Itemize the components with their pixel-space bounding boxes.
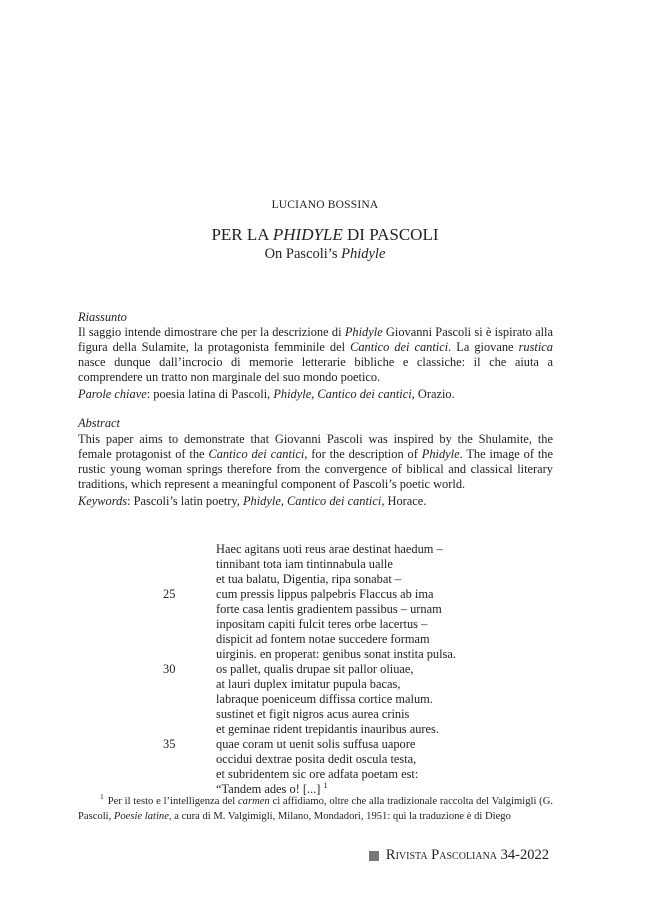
- footnote-i1: carmen: [237, 796, 270, 807]
- keywords-t3: , Horace.: [381, 494, 427, 508]
- keywords-i2: Cantico dei cantici: [287, 494, 382, 508]
- author-name: LUCIANO BOSSINA: [271, 199, 379, 211]
- riassunto-label: Riassunto: [78, 310, 127, 324]
- abstract-t2: , for the description of: [304, 447, 422, 461]
- parole-chiave: [78, 387, 553, 402]
- riassunto-text: [78, 325, 553, 385]
- article-subtitle: [0, 245, 650, 263]
- poem-line: Haec agitans uoti reus arae destinat haedum –: [216, 542, 443, 556]
- parole-t1: : poesia latina di Pascoli,: [146, 387, 274, 401]
- poem-line: et tua balatu, Digentia, ripa sonabat –: [216, 572, 402, 586]
- journal-issue: 34-2022: [500, 847, 549, 863]
- riassunto-i3: rustica: [518, 340, 553, 354]
- poem-line: at lauri duplex imitatur pupula bacas,: [216, 677, 401, 691]
- poem-line: et geminae rident trepidantis inauribus aures.: [216, 722, 439, 736]
- poem-line: labraque poeniceum diffissa cortice malum.: [216, 692, 433, 706]
- subtitle-prefix: On Pascoli’s: [264, 246, 342, 262]
- abstract-label: Abstract: [78, 416, 120, 430]
- poem-line: os pallet, qualis drupae sit pallor oliuae,: [216, 662, 414, 676]
- footnote-t1: Per il testo e l’intelligenza del: [107, 796, 238, 807]
- riassunto-i1: Phidyle: [344, 325, 383, 339]
- riassunto-t4: nasce dunque dall’incrocio di memorie letterarie bibliche e classiche: il che aiuta a comprendere un tratto non marginale del suo mondo poetico.: [78, 355, 553, 384]
- poem-line: uirginis. en properat: genibus sonat instita pulsa.: [216, 647, 456, 661]
- footnote-t3: , a cura di M. Valgimigli, Milano, Mondadori, 1951: qui la traduzione è di Diego: [168, 811, 511, 822]
- footnote-i2: Poesie latine: [113, 811, 169, 822]
- poem-line: et subridentem sic ore adfata poetam est:: [216, 767, 419, 781]
- parole-t3: , Orazio.: [411, 387, 455, 401]
- line-number: 25: [163, 587, 176, 601]
- square-icon: [369, 851, 379, 861]
- abstract-i2: Phidyle: [421, 447, 460, 461]
- poem-line: tinnibant tota iam tintinnabula ualle: [216, 557, 393, 571]
- poem-line: inpositam capiti fulcit teres orbe lacertus –: [216, 617, 428, 631]
- line-number: 30: [163, 662, 176, 676]
- parole-i2: Cantico dei cantici: [317, 387, 412, 401]
- riassunto-t2: Giovanni Pascoli si è ispirato alla figura della Sulamite, la protagonista femminile del: [78, 325, 553, 354]
- poem-line: quae coram ut uenit solis suffusa uapore: [216, 737, 416, 751]
- title-prefix: PER LA: [211, 225, 273, 244]
- keywords: [78, 494, 553, 509]
- title-suffix: DI PASCOLI: [342, 225, 439, 244]
- abstract-text: [78, 432, 553, 492]
- title-italic: PHIDYLE: [272, 225, 343, 244]
- subtitle-italic: Phidyle: [341, 246, 386, 262]
- footnote-t2: ci affidiamo, oltre che alla tradizionale raccolta del Valgimigli (G. Pascoli,: [78, 796, 553, 822]
- footnote-mark: 1: [100, 792, 104, 802]
- parole-t2: ,: [311, 387, 318, 401]
- article-title: [0, 225, 650, 245]
- poem-line-text: “Tandem ades o! [...]: [216, 782, 321, 796]
- footnote-ref[interactable]: 1: [323, 780, 328, 790]
- keywords-t2: ,: [280, 494, 288, 508]
- line-number: 35: [163, 737, 176, 751]
- abstract-i1: Cantico dei cantici: [208, 447, 305, 461]
- poem-line: forte casa lentis gradientem passibus – urnam: [216, 602, 442, 616]
- poem-line: occidui dextrae posita dedit oscula testa,: [216, 752, 417, 766]
- journal-name: Rivista Pascoliana: [385, 847, 498, 863]
- footnote: [78, 794, 553, 824]
- parole-i1: Phidyle: [273, 387, 312, 401]
- poem-line: dispicit ad fontem notae succedere formam: [216, 632, 430, 646]
- poem-line: sustinet et figit nigros acus aurea crinis: [216, 707, 410, 721]
- keywords-t1: : Pascoli’s latin poetry,: [127, 494, 243, 508]
- keywords-i1: Phidyle: [242, 494, 281, 508]
- journal-footer: [369, 847, 549, 864]
- abstract-t1: This paper aims to demonstrate that Giovanni Pascoli was inspired by the Shulamite, the female protagonist of the: [78, 432, 553, 461]
- riassunto-i2: Cantico dei cantici: [350, 340, 449, 354]
- parole-label: Parole chiave: [78, 387, 147, 401]
- riassunto-t1: Il saggio intende dimostrare che per la descrizione di: [78, 325, 345, 339]
- keywords-label: Keywords: [78, 494, 128, 508]
- poem-line: cum pressis lippus palpebris Flaccus ab ima: [216, 587, 434, 601]
- abstract-t3: . The image of the rustic young woman springs therefore from the convergence of biblical and classical literary traditions, which represent a meaningful component of Pascoli’s poetic world.: [78, 447, 553, 491]
- riassunto-t3: . La giovane: [448, 340, 519, 354]
